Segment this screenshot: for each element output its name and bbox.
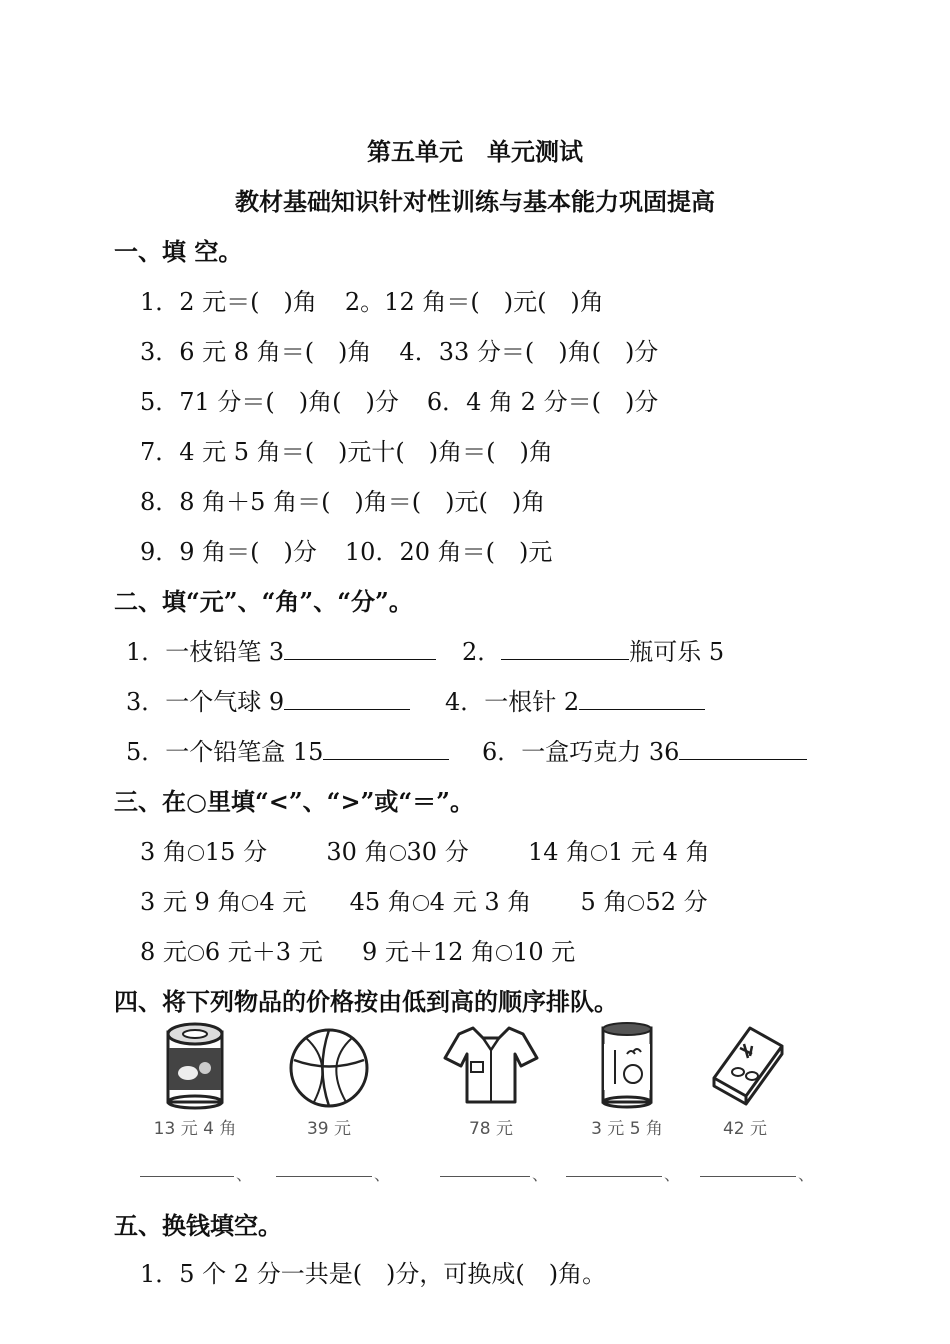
answer-blank[interactable] bbox=[284, 687, 410, 710]
product-bazhou-can bbox=[572, 1018, 682, 1139]
question: 7．4 元 5 角＝( )元十( )角＝( )角 bbox=[140, 438, 553, 466]
compare-circle[interactable] bbox=[188, 845, 204, 861]
canned-food-icon bbox=[150, 1018, 240, 1110]
compare-circle[interactable] bbox=[413, 895, 429, 911]
fill-unit-question bbox=[445, 682, 705, 717]
question-text: 3．一个气球 9 bbox=[126, 688, 285, 716]
fill-unit-question bbox=[126, 632, 436, 667]
question-text: 2． bbox=[462, 638, 502, 666]
page-title: 第五单元 单元测试 bbox=[367, 137, 583, 166]
compare-right: 4 元 bbox=[259, 888, 307, 916]
separator: 、 bbox=[532, 1165, 549, 1184]
answer-blank[interactable] bbox=[679, 737, 807, 760]
question: 5．71 分＝( )角( )分 bbox=[140, 388, 399, 416]
question: 3．6 元 8 角＝( )角 bbox=[140, 338, 372, 366]
compare-left: 9 元＋12 角 bbox=[361, 938, 496, 966]
compare-right: 4 元 3 角 bbox=[429, 888, 532, 916]
compare-circle[interactable] bbox=[188, 945, 204, 961]
question: 6．4 角 2 分＝( )分 bbox=[426, 388, 659, 416]
order-answer-blank[interactable] bbox=[276, 1160, 372, 1177]
product-price: 42 元 bbox=[722, 1119, 768, 1139]
fill-unit-question bbox=[462, 632, 724, 667]
compare-left: 5 角 bbox=[580, 888, 628, 916]
section-4-heading: 四、将下列物品的价格按由低到高的顺序排队。 bbox=[114, 987, 618, 1016]
answer-blank[interactable] bbox=[323, 737, 449, 760]
compare-circle[interactable] bbox=[242, 895, 258, 911]
product-basketball bbox=[274, 1018, 384, 1139]
question: 4．33 分＝( )角( )分 bbox=[399, 338, 659, 366]
product-shirt bbox=[436, 1018, 546, 1139]
separator: 、 bbox=[236, 1165, 253, 1184]
product-price: 3 元 5 角 bbox=[591, 1119, 663, 1139]
compare-left: 14 角 bbox=[527, 838, 591, 866]
separator: 、 bbox=[664, 1165, 681, 1184]
order-answer-blank[interactable] bbox=[140, 1160, 234, 1177]
compare-circle[interactable] bbox=[591, 845, 607, 861]
shirt-icon bbox=[441, 1018, 541, 1110]
compare-circle[interactable] bbox=[628, 895, 644, 911]
compare-left: 8 元 bbox=[140, 938, 187, 966]
compare-right: 6 元＋3 元 bbox=[204, 938, 323, 966]
question-text: 瓶可乐 5 bbox=[629, 638, 725, 666]
question-text: 5．一个铅笔盒 15 bbox=[126, 738, 324, 766]
product-canned-food bbox=[140, 1018, 250, 1139]
compare-line bbox=[140, 882, 708, 917]
compare-right: 10 元 bbox=[513, 938, 576, 966]
section-3-heading: 三、在○里填“<”、“>”或“＝”。 bbox=[114, 787, 474, 816]
question: 10．20 角＝( )元 bbox=[344, 538, 553, 566]
question-line bbox=[140, 1254, 606, 1289]
product-price: 78 元 bbox=[468, 1119, 514, 1139]
compare-left: 3 角 bbox=[140, 838, 187, 866]
medicine-box-icon bbox=[700, 1018, 790, 1110]
section-5-heading: 五、换钱填空。 bbox=[114, 1211, 282, 1240]
separator: 、 bbox=[374, 1165, 391, 1184]
answer-blank[interactable] bbox=[579, 687, 705, 710]
question-line bbox=[140, 482, 545, 517]
question-line bbox=[140, 532, 552, 567]
separator: 、 bbox=[798, 1165, 815, 1184]
order-answer-blank[interactable] bbox=[566, 1160, 662, 1177]
question: 8．8 角＋5 角＝( )角＝( )元( )角 bbox=[140, 488, 546, 516]
order-answer-blank[interactable] bbox=[700, 1160, 796, 1177]
answer-blank[interactable] bbox=[284, 637, 436, 660]
product-medicine-box bbox=[690, 1018, 800, 1139]
question-line bbox=[140, 382, 658, 417]
compare-left: 30 角 bbox=[326, 838, 389, 866]
bazhou-can-icon bbox=[587, 1018, 667, 1110]
product-price: 39 元 bbox=[306, 1119, 352, 1139]
fill-unit-question bbox=[126, 682, 410, 717]
section-2-heading: 二、填“元”、“角”、“分”。 bbox=[114, 587, 413, 616]
question-text: 6．一盒巧克力 36 bbox=[482, 738, 680, 766]
question-line bbox=[140, 432, 553, 467]
order-answer-blank[interactable] bbox=[440, 1160, 530, 1177]
question-line bbox=[140, 332, 658, 367]
question: 2。12 角＝( )元( )角 bbox=[344, 288, 604, 316]
compare-right: 52 分 bbox=[645, 888, 708, 916]
question: 1．2 元＝( )角 bbox=[140, 288, 317, 316]
question-text: 4．一根针 2 bbox=[445, 688, 580, 716]
fill-unit-question bbox=[482, 732, 807, 767]
basketball-icon bbox=[284, 1018, 374, 1110]
compare-line bbox=[140, 832, 710, 867]
compare-line bbox=[140, 932, 575, 967]
fill-unit-question bbox=[126, 732, 449, 767]
question-text: 1．一枝铅笔 3 bbox=[126, 638, 285, 666]
compare-left: 3 元 9 角 bbox=[140, 888, 242, 916]
question: 1．5 个 2 分一共是( )分，可换成( )角。 bbox=[140, 1260, 607, 1288]
compare-left: 45 角 bbox=[349, 888, 412, 916]
product-price: 13 元 4 角 bbox=[153, 1119, 237, 1139]
page-subtitle: 教材基础知识针对性训练与基本能力巩固提高 bbox=[235, 187, 715, 216]
compare-right: 30 分 bbox=[406, 838, 469, 866]
compare-circle[interactable] bbox=[390, 845, 406, 861]
compare-circle[interactable] bbox=[496, 945, 512, 961]
question-line bbox=[140, 282, 604, 317]
compare-right: 15 分 bbox=[204, 838, 268, 866]
compare-right: 1 元 4 角 bbox=[608, 838, 710, 866]
question: 9．9 角＝( )分 bbox=[140, 538, 317, 566]
section-1-heading: 一、填 空。 bbox=[114, 237, 243, 266]
answer-blank[interactable] bbox=[501, 637, 629, 660]
